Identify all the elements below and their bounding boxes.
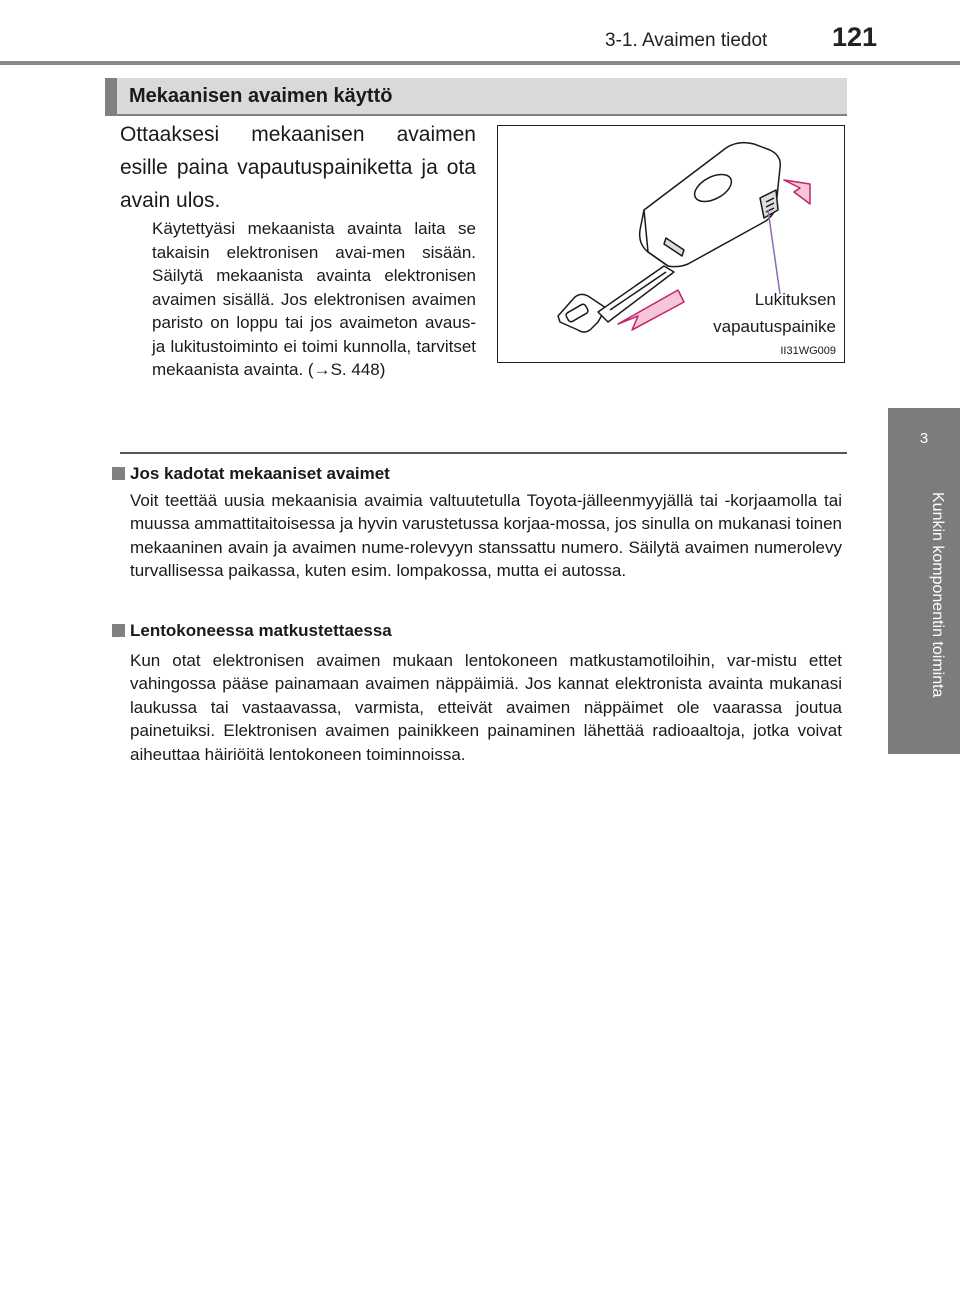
intro-paragraph: Ottaaksesi mekaanisen avaimen esille paina vapautuspainiketta ja ota avain ulos. — [120, 123, 476, 212]
subsection-heading-text: Jos kadotat mekaaniset avaimet — [130, 464, 390, 483]
key-illustration — [497, 125, 845, 363]
chapter-number: 3 — [919, 430, 929, 447]
section-title-rule — [105, 114, 847, 116]
release-button-label-line1: Lukituksen — [754, 290, 836, 309]
note-text: Käytettyäsi mekaanista avainta laita se takaisin elektronisen avai-men sisään. Säilytä mekaanista avainta elektronisen avaimen sisällä. Jos elektronisen avaimen paristo on loppu tai jos avaimeton avaus- ja lukitustoiminto ei toimi kunnolla, tarvitset mekaanista avainta. ( — [152, 219, 476, 379]
subsection-heading-text: Lentokoneessa matkustettaessa — [130, 621, 392, 640]
press-direction-arrow — [784, 180, 810, 204]
figure-code: II31WG009 — [780, 345, 836, 357]
header-rule — [0, 61, 960, 65]
subsection-heading-lost-keys — [112, 464, 390, 484]
section-divider — [120, 452, 847, 454]
note-paragraph — [152, 217, 476, 382]
bullet-square-icon — [112, 467, 125, 480]
subsection-text-airplane: Kun otat elektronisen avaimen mukaan lentokoneen matkustamotiloihin, var-mistu ettet vahingossa pääse painamaan avaimen näppäimiä. Jos kannat elektronista avainta mukanasi laukussa tai vastaavassa, varmista, etteivät avaimen näppäimet ole vaarassa joutua painetuiksi. Elektronisen avaimen painikkeen painaminen lähettää radioaaltoja, jotka voivat aiheuttaa häiriöitä lentokoneen toiminnoissa. — [130, 651, 842, 764]
chapter-title: Kunkin komponentin toiminta — [929, 492, 946, 698]
smart-key-fob — [640, 143, 781, 267]
page-reference: S. 448) — [330, 360, 386, 379]
subsection-text-lost-keys: Voit teettää uusia mekaanisia avaimia valtuutetulla Toyota-jälleenmyyjällä tai -korjaamolla tai muussa ammattitaitoisessa ja hyvin varustetussa korjaa-mossa, jos sinulla on mukanasi toinen mekaaninen avain ja avaimen nume-rolevyyn stanssattu numero. Säilytä avaimen numerolevy turvallisessa paikassa, kuten esim. lompakossa, mutta ei autossa. — [130, 491, 842, 581]
bullet-square-icon — [112, 624, 125, 637]
section-title: Mekaanisen avaimen käyttö — [105, 78, 847, 114]
page-number: 121 — [832, 22, 878, 52]
page-reference-arrow-icon: → — [313, 360, 331, 379]
label-leader-line — [768, 210, 780, 294]
chapter-side-tab — [888, 408, 960, 754]
subsection-heading-airplane — [112, 621, 392, 641]
running-header-section: 3-1. Avaimen tiedot — [605, 30, 768, 51]
mechanical-key — [558, 266, 674, 332]
release-button-label-line2: vapautuspainike — [713, 317, 836, 336]
release-button-label — [713, 286, 836, 340]
